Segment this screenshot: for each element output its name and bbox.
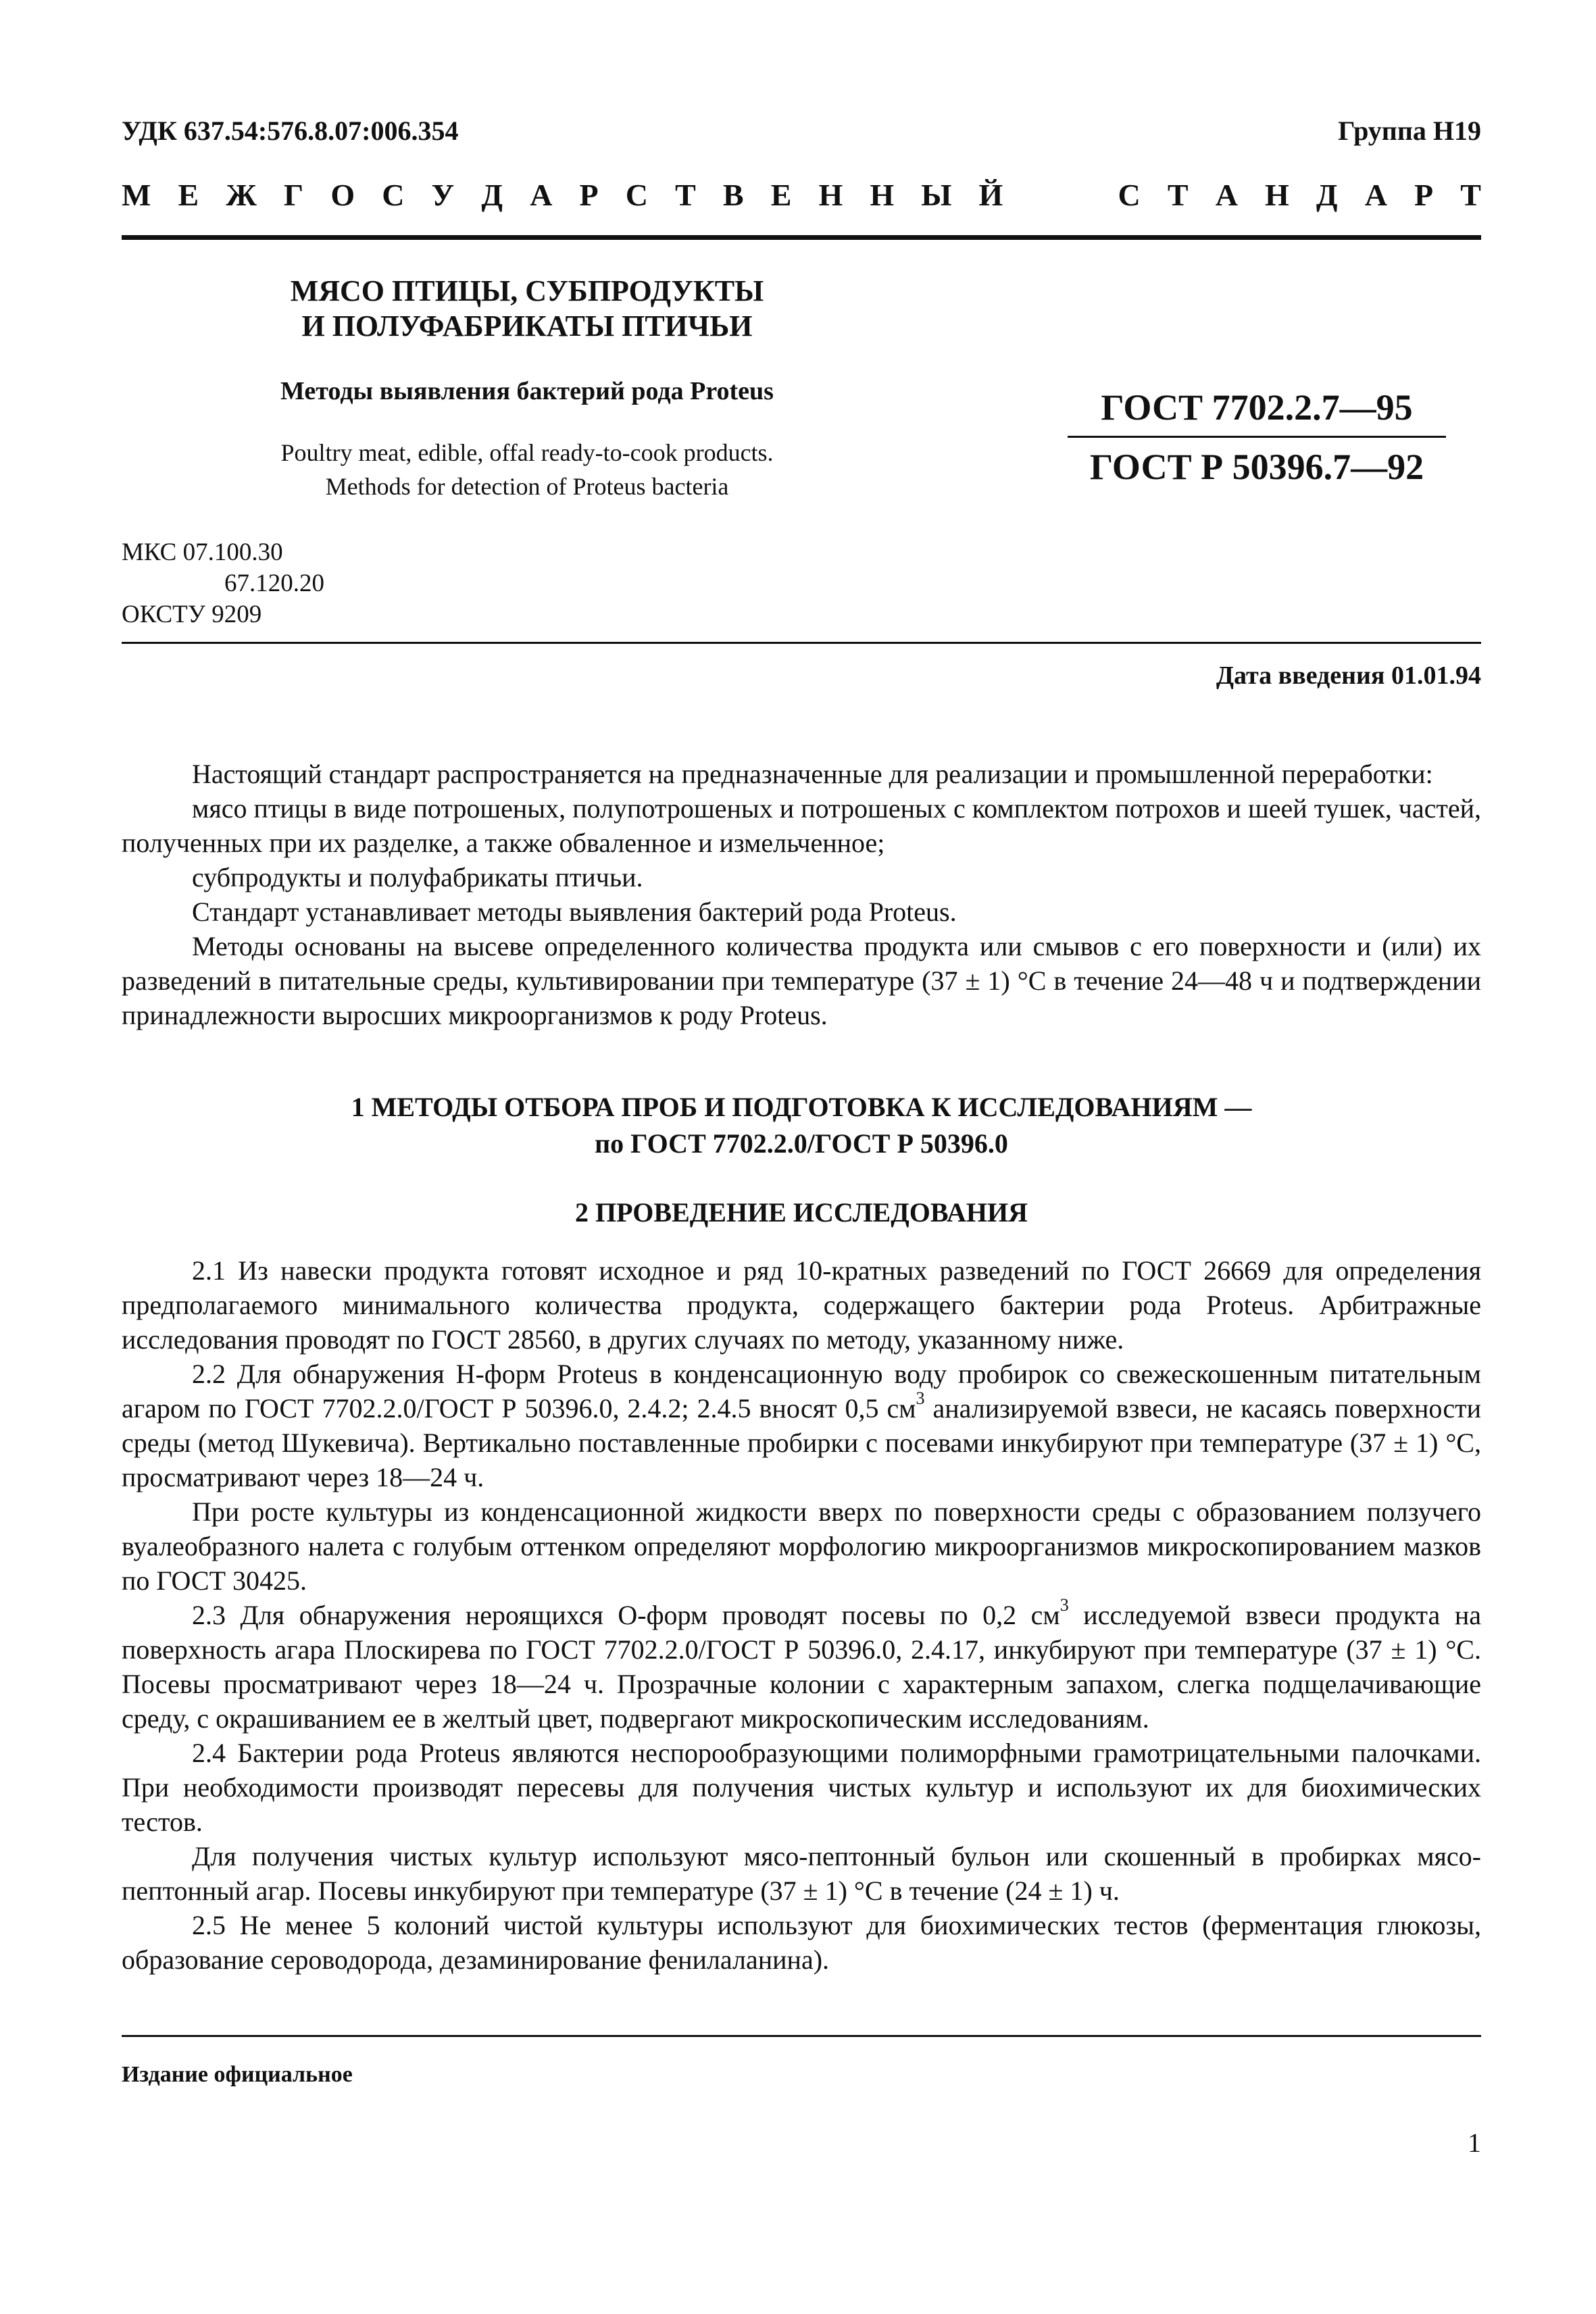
banner-letter: А — [1364, 178, 1387, 212]
banner-letter: Н — [1265, 178, 1289, 212]
banner-letter: О — [330, 178, 355, 212]
footer-rule — [122, 2035, 1481, 2037]
paragraph-2-2-continued: При росте культуры из конденсационной жидкости вверх по поверхности среды с образованием ползучего вуалеобразного налета с голубым оттенком определяют морфологию микроорганизмов микроскопированием мазков по ГОСТ 30425. — [122, 1496, 1481, 1596]
mks-code-1: МКС 07.100.30 — [122, 538, 283, 566]
intro-section — [122, 757, 1481, 1032]
udk-code: УДК 637.54:576.8.07:006.354 — [122, 116, 459, 146]
banner-letter: Ы — [921, 178, 952, 212]
title-en-line-2: Methods for detection of Proteus bacteria — [325, 473, 729, 500]
banner-letter: Д — [481, 178, 503, 212]
title-block — [176, 274, 878, 503]
banner-letter: Т — [1167, 178, 1189, 212]
intro-paragraph-3: субпродукты и полуфабрикаты птичьи. — [192, 862, 643, 892]
title-en-line-1: Poultry meat, edible, offal ready-to-cook products. — [280, 439, 774, 466]
header-rule — [122, 642, 1481, 644]
banner-letter: С — [1118, 178, 1141, 212]
section-2-heading: 2 ПРОВЕДЕНИЕ ИССЛЕДОВАНИЯ — [574, 1197, 1028, 1228]
title-subtitle: Методы выявления бактерий рода Proteus — [280, 377, 774, 405]
okstu-code: ОКСТУ 9209 — [122, 601, 262, 628]
intro-paragraph-5: Методы основаны на высеве определенного количества продукта или смывов с его поверхности и (или) их разведений в питательные среды, культивировании при температуре (37 ± 1) °С в течение 24—48 ч и подтверждении принадлежности выросших микроорганизмов к роду Proteus. — [122, 931, 1481, 1030]
banner-letter: Н — [818, 178, 843, 212]
section-1-heading — [122, 1089, 1481, 1162]
official-edition-label: Издание официальное — [122, 2062, 353, 2087]
title-line-1: МЯСО ПТИЦЫ, СУБПРОДУКТЫ — [290, 274, 764, 307]
banner-letter: Н — [870, 178, 895, 212]
group-code: Группа Н19 — [1338, 116, 1481, 146]
paragraph-2-2: 2.2 Для обнаружения Н-форм Proteus в конденсационную воду пробирок со свежескошенным питательным агаром по ГОСТ 7702.2.0/ГОСТ Р 50396.0, 2.4.2; 2.4.5 вносят 0,5 $см^3$ анализируемой взвеси, не касаясь поверхности среды (метод Шукевича). Вертикально поставленные пробирки с посевами инкубируют при температуре (37 ± 1) °С, просматривают через 18—24 ч. — [122, 1359, 1481, 1492]
mks-code-2: 67.120.20 — [224, 570, 324, 597]
paragraph-2-3: 2.3 Для обнаружения нероящихся О-форм проводят посевы по 0,2 $см^3$ исследуемой взвеси продукта на поверхность агара Плоскирева по ГОСТ 7702.2.0/ГОСТ Р 50396.0, 2.4.17, инкубируют при температуре (37 ± 1) °С. Посевы просматривают через 18—24 ч. Прозрачные колонии с характерным запахом, слегка подщелачивающие среду, с окрашиванием ее в желтый цвет, подвергают микроскопическим исследованиям. — [122, 1594, 1481, 1734]
banner-letter: У — [431, 178, 455, 212]
paragraph-2-1: 2.1 Из навески продукта готовят исходное и ряд 10-кратных разведений по ГОСТ 26669 для определения предполагаемого минимального количества продукта, содержащего бактерии рода Proteus. Арбитражные исследования проводят по ГОСТ 28560, в других случаях по методу, указанному ниже. — [122, 1255, 1481, 1355]
banner-letter: В — [722, 178, 744, 212]
banner-letter: Р — [579, 178, 599, 212]
banner-letter: Р — [1414, 178, 1434, 212]
intro-paragraph-1: Настоящий стандарт распространяется на предназначенные для реализации и промышленной переработки: — [192, 759, 1433, 789]
section-1-title: 1 МЕТОДЫ ОТБОРА ПРОБ И ПОДГОТОВКА К ИССЛЕДОВАНИЯМ — — [351, 1092, 1252, 1122]
banner-letter: Е — [178, 178, 199, 212]
banner-letter: Ж — [226, 178, 257, 212]
banner-letter: Т — [675, 178, 696, 212]
classification-codes — [122, 537, 324, 630]
paragraph-2-4-continued: Для получения чистых культур используют мясо-пептонный бульон или скошенный в пробирках мясо-пептонный агар. Посевы инкубируют при температуре (37 ± 1) °С в течение (24 ± 1) ч. — [122, 1841, 1481, 1906]
gost-designation — [1068, 382, 1446, 489]
banner-letter: Г — [283, 178, 304, 212]
introduction-date: Дата введения 01.01.94 — [1216, 661, 1481, 690]
page-number: 1 — [1468, 2128, 1481, 2158]
section-2-body — [122, 1253, 1481, 1977]
intro-paragraph-2: мясо птицы в виде потрошеных, полупотрошеных и потрошеных с комплектом потрохов и шеей тушек, частей, полученных при их разделке, а также обваленное и измельченное; — [122, 793, 1481, 858]
intro-paragraph-4: Стандарт устанавливает методы выявления бактерий рода Proteus. — [192, 897, 957, 927]
banner-letter: Т — [1460, 178, 1481, 212]
banner-letter: А — [1215, 178, 1238, 212]
paragraph-2-4: 2.4 Бактерии рода Proteus являются неспорообразующими полиморфными грамотрицательными палочками. При необходимости производят пересевы для получения чистых культур и используют их для биохимических тестов. — [122, 1738, 1481, 1837]
gost-number-1: ГОСТ 7702.2.7—95 — [1101, 387, 1413, 428]
banner-letter: Е — [770, 178, 792, 212]
banner-letter: С — [625, 178, 648, 212]
section-1-reference: по ГОСТ 7702.2.0/ГОСТ Р 50396.0 — [595, 1128, 1008, 1159]
banner-letter: М — [122, 178, 151, 212]
banner-letter: Й — [978, 178, 1003, 212]
title-line-2: И ПОЛУФАБРИКАТЫ ПТИЧЬИ — [301, 309, 753, 343]
banner-rule — [122, 235, 1481, 240]
gost-number-2: ГОСТ Р 50396.7—92 — [1089, 447, 1424, 487]
banner-letter: А — [530, 178, 553, 212]
standard-banner — [122, 177, 1481, 213]
paragraph-2-5: 2.5 Не менее 5 колоний чистой культуры используют для биохимических тестов (ферментация глюкозы, образование сероводорода, дезаминирование фенилаланина). — [122, 1910, 1481, 1975]
banner-word-gap — [1030, 177, 1091, 213]
banner-letter: С — [382, 178, 405, 212]
banner-letter: Д — [1316, 178, 1338, 212]
